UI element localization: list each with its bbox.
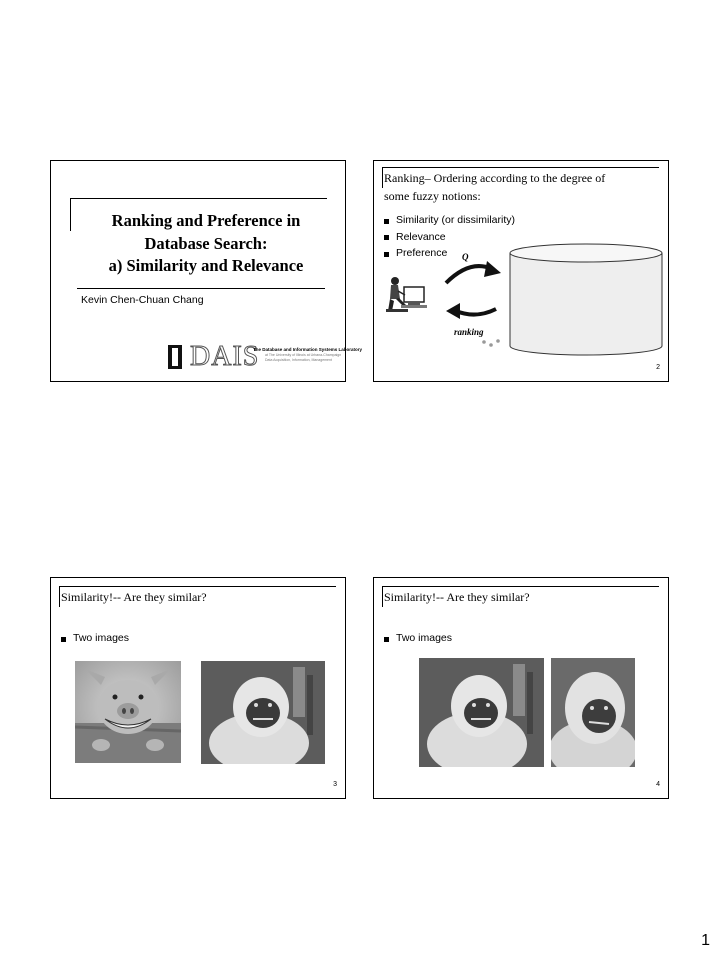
title-line: Ranking– Ordering according to the degree of [384,171,606,185]
slide-number: 2 [656,364,660,371]
slide-title: Similarity!-- Are they similar? [61,590,207,604]
logo-name: DAIS [190,341,260,372]
logo-lab-line: The Database and Information Systems Laboratory [253,347,363,352]
pig-photo [75,661,181,763]
bullet-item: Two images [384,632,452,649]
author: Kevin Chen-Chuan Chang [81,294,204,306]
gorilla-photo [201,661,325,764]
dais-logo [168,341,363,373]
bullet-item: Preference [384,247,515,264]
ranking-arrow-icon [446,303,496,319]
slide-2 [373,160,669,382]
slide-1 [50,160,363,382]
slide-number: 4 [656,781,660,788]
title-line: Database Search: [144,233,268,253]
user-at-computer-icon [386,277,427,312]
page-number: 1 [701,932,710,949]
slide-title: Similarity!-- Are they similar? [384,590,530,604]
logo-sub-lines [265,353,341,362]
query-arrow-icon [446,261,501,283]
gorilla-photo [419,658,544,767]
result-dots-icon [482,339,500,347]
bullet-item: Similarity (or dissimilarity) [384,214,515,231]
database-cylinder-icon [510,244,662,355]
bullet-list [384,632,452,649]
logo-sub-line: at The University of Illinois at Urbana-Champaign [265,353,342,357]
slide-4 [373,577,669,799]
bullet-item: Relevance [384,231,515,248]
slide-title [81,210,331,278]
slide-number: 3 [333,781,337,788]
bullet-item: Two images [61,632,129,649]
illinois-logo-icon [168,345,182,369]
title-line: Ranking and Preference in [111,211,301,230]
logo-sub-line: Data Acquisition, Information, Management [265,357,332,362]
query-label: Q [462,252,469,262]
title-line: a) Similarity and Relevance [108,256,304,275]
slide-3 [50,577,346,799]
divider [77,288,325,289]
gorilla-photo [551,658,635,767]
title-line: some fuzzy notions: [384,188,481,203]
query-ranking-diagram [374,161,670,383]
ranking-label: ranking [454,327,484,337]
bullet-list [61,632,129,649]
